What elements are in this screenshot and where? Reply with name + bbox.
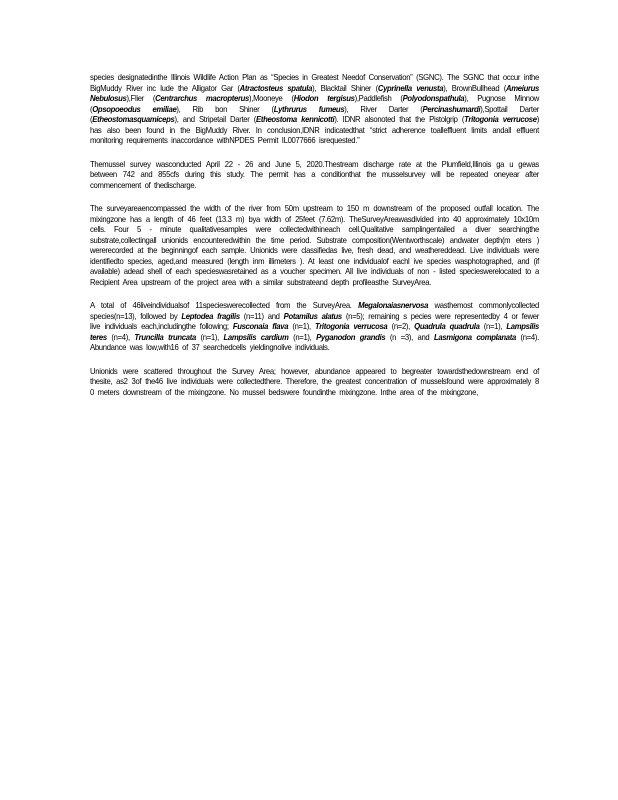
- paragraph-text: ). IDNR alsonoted that the Pistolgrip (: [334, 114, 465, 124]
- species-name: Megalonaiasnervosa: [358, 300, 429, 310]
- paragraph-text: (n=1),: [288, 331, 317, 342]
- species-name: Hiodon tergisus: [293, 93, 355, 103]
- body-paragraph: [90, 203, 539, 287]
- paragraph-text: ), BrownBullhead (: [443, 82, 507, 93]
- body-paragraph: [90, 72, 539, 146]
- species-name: Atractosteus spatula: [239, 82, 313, 93]
- paragraph-text: (n=1),: [288, 321, 315, 331]
- species-name: Tritogonia verrucose: [464, 114, 537, 124]
- paragraph-text: (n =3), and: [385, 331, 434, 342]
- paragraph-text: species designatedinthe Illinois Wildlife Action Plan as “Species in Greatest Needof Conservation” (SGNC). The SGNC that occur inthe BigMuddy River inc lude the Alligator Gar (: [90, 72, 539, 93]
- paragraph-text: (n=11) and: [239, 310, 284, 321]
- paragraph-text: ), Rib bon Shiner (: [176, 103, 274, 114]
- paragraph-text: Unionids were scattered throughout the Survey Area; however, abundance appeared to begreater towardsthedownstream end of thesite, as2 3of the46 live individuals were collectedthere. Therefore, the greatest concentration of musselsfound were approximately 8 0 meters downstream of the mixingzone. No mussel bedswere foundinthe mixingzone. Inthe area of the mixingzone,: [90, 365, 539, 397]
- paragraph-text: (n=1),: [479, 321, 507, 331]
- paragraph-text: ) has also been found in the BigMuddy River. In conclusion,IDNR indicatedthat “strict adherence toalleffluent limits andall effluent monitoring requirements inaccordance withNPDES Permit IL0077666 isrequested.”: [90, 114, 539, 145]
- species-name: Truncilla truncata: [134, 331, 196, 342]
- species-name: Opsopoeodus emiliae: [92, 103, 177, 114]
- paragraph-text: ),Mooneye (: [249, 93, 294, 103]
- species-name: Lampsilis teres: [90, 321, 539, 342]
- paragraph-text: ), River Darter (: [344, 103, 423, 114]
- paragraph-text: (n=5); remaining s pecies were representedby 4 or fewer live individuals each,includingthe following;: [90, 310, 539, 331]
- species-name: Quadrula quadrula: [414, 321, 480, 331]
- species-name: Cyprinella venusta: [377, 82, 444, 93]
- species-name: Lasmigona complanata: [433, 331, 516, 342]
- document-page: [90, 72, 539, 410]
- body-paragraph: [90, 300, 539, 353]
- species-name: Lythrurus fumeus: [273, 103, 345, 114]
- paragraph-text: ),Paddlefish (: [354, 93, 403, 103]
- paragraph-text: ),Spottail Darter (: [90, 103, 539, 124]
- species-name: Lampsilis cardium: [223, 331, 289, 342]
- species-name: Tritogonia verrucosa: [314, 321, 388, 331]
- paragraph-text: wasthemost commonlycollected species(n=13), followed by: [90, 300, 539, 321]
- paragraph-text: (n=1),: [195, 331, 224, 342]
- species-name: Ameiurus Nebulosus: [90, 82, 539, 103]
- paragraph-text: ), Pugnose Minnow (: [90, 93, 539, 114]
- paragraph-text: The surveyareaencompassed the width of the river from 50m upstream to 150 m downstream of the proposed outfall location. The mixingzone has a length of 46 feet (13.3 m) bya width of 25feet (7.62m). TheSurveyAreawasdivided into 40 approximately 10x10m cells. Four 5 - minute qualitativesamples were collectedwithineach cell.Qualitative samplingentailed a diver searchingthe substrate,collectingall unionids encounteredwithin the time period. Substrate composition(Wentworthscale) andwater depth(m eters ) wererecorded at the beginningof each sample. Unionids were classifiedas live, fresh dead, and weathereddead. Live individuals were identifiedto species, aged,and measured (length inm illimeters ). At least one individualof eachl ive species wasphotographed, and (if available) adead shell of each specieswasretained as a voucher specimen. All live individuals of non - listed specieswerelocated to a Recipient Area upstream of the project area with a similar substrateand depth profileasthe SurveyArea.: [90, 203, 539, 287]
- species-name: Percinashumardi: [422, 103, 481, 114]
- paragraph-text: (n=4). Abundance was low,with16 of 37 searchedcells yieldingnolive individuals.: [90, 331, 539, 352]
- species-name: Etheostoma kennicotti: [256, 114, 335, 124]
- paragraph-text: A total of 46liveindividualsof 11specieswerecollected from the SurveyArea.: [90, 300, 359, 310]
- species-name: Fusconaia flava: [232, 321, 289, 331]
- species-name: Leptodea fragilis: [181, 310, 240, 321]
- body-paragraph: [90, 159, 539, 191]
- paragraph-text: ), Blacktail Shiner (: [312, 82, 378, 93]
- species-name: Potamilus alatus: [283, 310, 342, 321]
- body-paragraph: [90, 366, 539, 398]
- species-name: Etheostomasquamiceps: [92, 114, 175, 124]
- paragraph-text: ),Flier (: [126, 93, 156, 103]
- paragraph-text: ), and Stripetail Darter (: [174, 114, 257, 124]
- paragraph-text: (n=2),: [387, 321, 415, 331]
- paragraph-text: Themussel survey wasconducted April 22 - 26 and June 5, 2020.Thestream discharge rate at the Plumfield,Illinois ga u gewas between 742 and 855cfs during this study. The permit has a conditionthat the musselsurvey will be repeated oneyear after commencement of thedischarge.: [90, 158, 539, 190]
- species-name: Centrarchus macropterus: [155, 93, 250, 103]
- paragraph-text: (n=4),: [106, 331, 135, 342]
- species-name: Polyodonspathula: [402, 93, 465, 103]
- species-name: Pyganodon grandis: [316, 331, 386, 342]
